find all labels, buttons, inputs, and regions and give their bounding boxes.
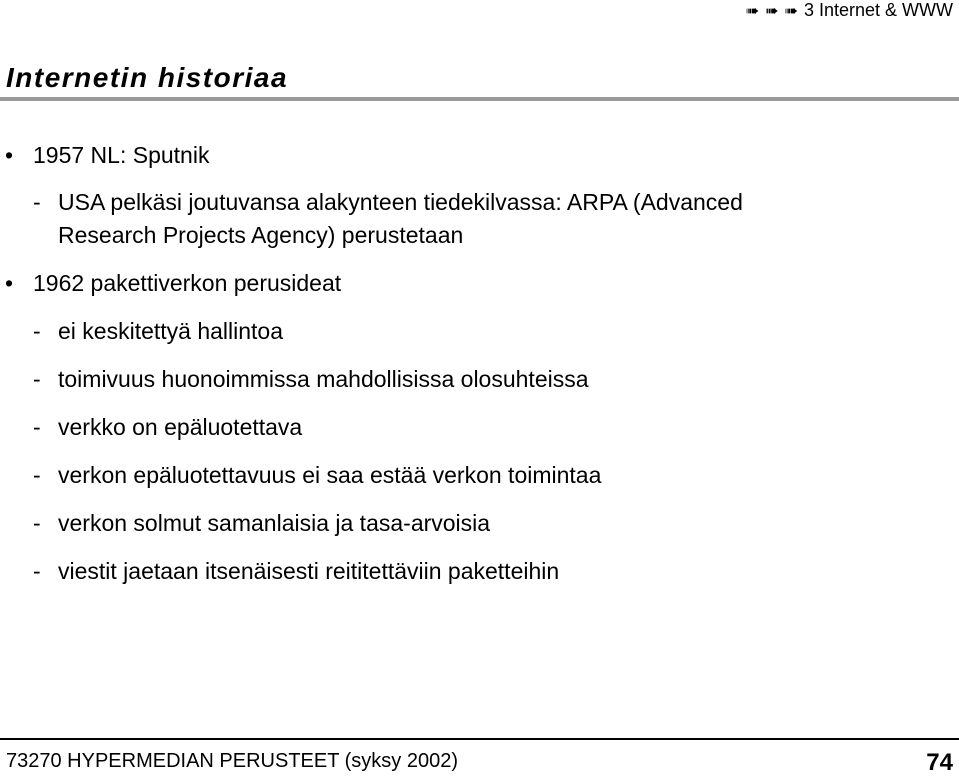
sub-item-text: verkon solmut samanlaisia ja tasa-arvoisia: [58, 510, 491, 536]
sub-item-continuation: Research Projects Agency) perustetaan: [58, 222, 464, 248]
bullet-item: [5, 269, 342, 297]
sub-item: [33, 413, 303, 441]
dash-marker: -: [33, 366, 41, 392]
dash-marker: -: [33, 414, 41, 440]
sub-item: [33, 188, 743, 216]
arrow-right-icon: ➠: [784, 3, 798, 20]
sub-item: [33, 461, 602, 489]
sub-item-text: ei keskitettyä hallintoa: [58, 318, 284, 344]
section-header: [746, 0, 953, 22]
bullet-item: [5, 141, 210, 169]
section-label: 3 Internet & WWW: [803, 0, 953, 20]
sub-item: [33, 509, 491, 537]
title-divider: [0, 97, 959, 101]
bullet-text: 1962 pakettiverkon perusideat: [33, 270, 342, 296]
sub-item-text: viestit jaetaan itsenäisesti reititettäviin paketteihin: [58, 558, 560, 584]
dash-marker: -: [33, 318, 41, 344]
bullet-marker: •: [5, 142, 14, 168]
page-number: 74: [926, 749, 953, 776]
slide-title: Internetin historiaa: [6, 62, 289, 93]
dash-marker: -: [33, 558, 41, 584]
dash-marker: -: [33, 189, 41, 215]
dash-marker: -: [33, 462, 41, 488]
sub-item: [33, 365, 589, 393]
sub-item-text: toimivuus huonoimmissa mahdollisissa olosuhteissa: [58, 366, 589, 392]
course-footer: 73270 HYPERMEDIAN PERUSTEET (syksy 2002): [6, 750, 459, 772]
bullet-marker: •: [5, 270, 14, 296]
sub-item-text: USA pelkäsi joutuvansa alakynteen tiedekilvassa: ARPA (Advanced: [58, 189, 743, 215]
sub-item-text: verkko on epäluotettava: [58, 414, 303, 440]
sub-item: [33, 317, 284, 345]
sub-item-text: verkon epäluotettavuus ei saa estää verkon toimintaa: [58, 462, 602, 488]
arrow-right-icon: ➠: [745, 3, 760, 20]
arrow-right-icon: ➠: [765, 3, 779, 20]
sub-item: [33, 557, 560, 585]
footer-divider: [0, 738, 959, 740]
dash-marker: -: [33, 510, 41, 536]
bullet-text: 1957 NL: Sputnik: [33, 142, 210, 168]
